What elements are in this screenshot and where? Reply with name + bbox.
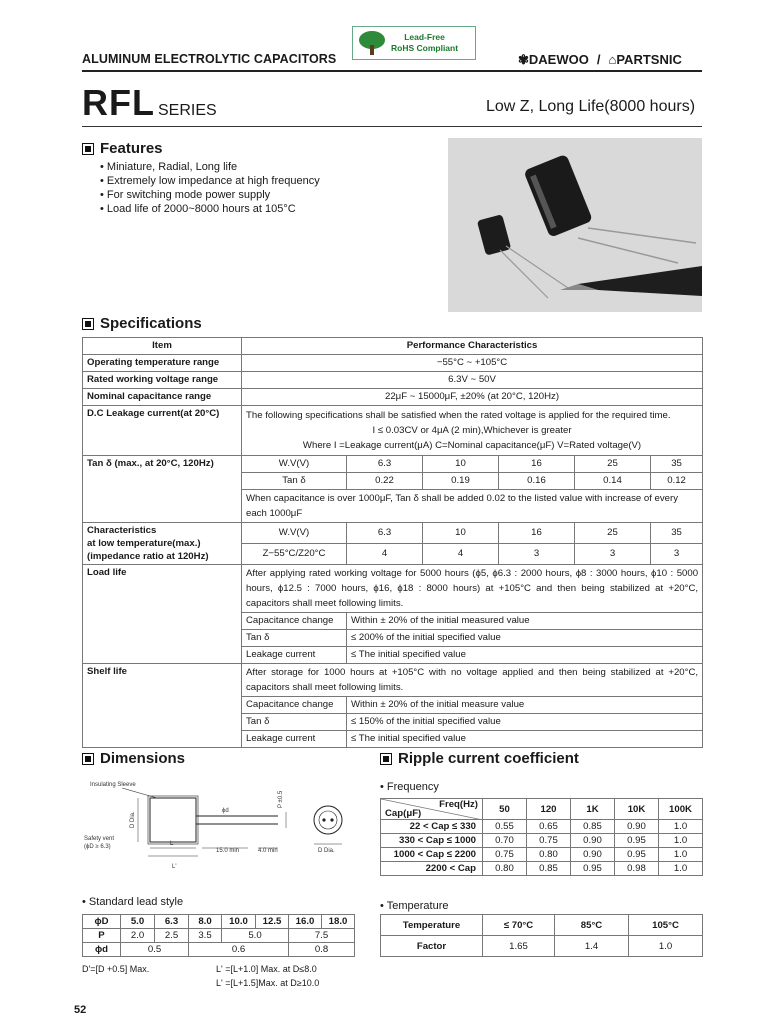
cell: 8.0 [189,915,222,929]
feature-item: • For switching mode power supply [100,188,320,202]
table-row [381,862,703,876]
cell: 0.95 [571,862,615,876]
cell: W.V(V) [242,456,347,473]
note-d-prime: D'=[D +0.5] Max. [82,964,150,974]
table-row [83,406,703,456]
cell: 0.90 [615,820,659,834]
label-d-dia-end: D Dia. [318,848,335,854]
rohs-line1: Lead-Free [404,32,445,42]
table-row [83,338,703,355]
brand-daewoo: DAEWOO [528,52,589,67]
cell: 5.0 [222,929,289,943]
row-label: Load life [83,565,242,664]
cell: 0.65 [527,820,571,834]
cell: 0.80 [483,862,527,876]
cell: ϕD [83,915,121,929]
tree-icon [357,29,387,57]
cell: 2.0 [121,929,155,943]
table-row [83,490,703,523]
cell: 0.14 [575,473,651,490]
series-tagline: Low Z, Long Life(8000 hours) [486,98,696,115]
table-row [381,799,703,820]
cell: Capacitance change [242,697,347,714]
cell: 6.3 [347,523,423,544]
cell: 0.98 [615,862,659,876]
cell: 1.0 [659,834,703,848]
cell: 0.80 [527,848,571,862]
page-number: 52 [74,1004,87,1016]
cell: 1.65 [483,936,555,957]
table-row [381,848,703,862]
cell: Tan δ [242,630,347,647]
cell: Within ± 20% of the initial measured value [347,613,703,630]
row-value: 6.3V ~ 50V [242,372,703,389]
header-item: Item [83,338,242,355]
label-d-dia: D Dia. [130,811,136,828]
row-value: −55°C ~ +105°C [242,355,703,372]
cell: 1.4 [555,936,629,957]
cell: Tan δ [242,714,347,731]
cap-header-label: Cap(μF) [385,808,422,819]
cell [83,490,242,523]
row-value: After applying rated working voltage for 5000 hours (ϕ5, ϕ6.3 : 2000 hours, ϕ8 : 3000 hours, ϕ10 : 5000 hours, ϕ12.5 : 7000 hours, ϕ16, ϕ18 : 8000 hours) at +105°C and then being stabilized at +20°C, capacitors shall meet following limits. [242,565,703,613]
cell: 2.5 [155,929,189,943]
label-4min: 4.0 min [258,848,278,854]
row-value: When capacitance is over 1000μF, Tan δ shall be added 0.02 to the listed value with increase of every each 1000μF [242,490,703,523]
series-rule [82,126,702,127]
cell: Temperature [381,915,483,936]
cell: 330 < Cap ≤ 1000 [381,834,483,848]
cell: 120 [527,799,571,820]
dimension-drawing [82,772,378,878]
table-row [83,473,703,490]
row-label: Operating temperature range [83,355,242,372]
cell: 85°C [555,915,629,936]
cell: 1.0 [629,936,703,957]
cell: Leakage current [242,731,347,748]
cell: 50 [483,799,527,820]
header-rule [82,70,702,72]
cell: 3.5 [189,929,222,943]
cell: 25 [575,523,651,544]
cell: 3 [499,544,575,565]
freq-header-label: Freq(Hz) [439,799,478,810]
cell: 4 [347,544,423,565]
table-row [83,943,355,957]
cell: 3 [575,544,651,565]
cell: 3 [651,544,703,565]
cell: 0.22 [347,473,423,490]
cell: 12.5 [256,915,289,929]
cell: 0.70 [483,834,527,848]
note-l-prime-large: L' =[L+1.5]Max. at D≥10.0 [216,978,320,988]
brand-logos [518,52,682,68]
cell: 1.0 [659,862,703,876]
cell: ≤ 70°C [483,915,555,936]
cell: 16.0 [289,915,322,929]
table-row [381,820,703,834]
cell: 0.90 [571,834,615,848]
cell: 16 [499,523,575,544]
cell: 6.3 [347,456,423,473]
label-L: L [170,841,174,847]
cell: P [83,929,121,943]
cell: 0.16 [499,473,575,490]
table-row [83,355,703,372]
cell: 0.85 [527,862,571,876]
label-L-prime: L' [172,864,177,870]
table-row [83,929,355,943]
cell: 1.0 [659,820,703,834]
cell: 6.3 [155,915,189,929]
cell: Z−55°C/Z20°C [242,544,347,565]
temperature-title: • Temperature [380,900,449,912]
series-word: SERIES [157,102,217,119]
cell: 7.5 [289,929,355,943]
rohs-line2: RoHS Compliant [391,43,459,53]
cell: 18.0 [322,915,355,929]
series-code: RFL [82,82,155,123]
row-label: Shelf life [83,664,242,748]
feature-item: • Load life of 2000~8000 hours at 105°C [100,202,320,216]
series-title [82,82,217,124]
features-heading: Features [82,140,163,157]
cell: 5.0 [121,915,155,929]
specifications-table [82,337,703,748]
partsnic-logo-icon: ⌂ [608,52,617,67]
label-lead-dia: ϕd [222,808,229,814]
cell: 10.0 [222,915,256,929]
lead-style-title: • Standard lead style [82,896,184,908]
cell: 16 [499,456,575,473]
cell: Capacitance change [242,613,347,630]
feature-item: • Miniature, Radial, Long life [100,160,320,174]
rohs-badge [352,26,476,60]
table-row [381,915,703,936]
feature-item: • Extremely low impedance at high frequency [100,174,320,188]
frequency-table [380,798,703,876]
cell: 0.55 [483,820,527,834]
cell: ≤ 200% of the initial specified value [347,630,703,647]
header-diagonal [381,799,483,820]
table-row [83,456,703,473]
brand-partsnic: PARTSNIC [616,52,682,67]
label-safety-vent: Safety vent [84,836,115,842]
row-value: The following specifications shall be satisfied when the rated voltage is applied for the required time. I ≤ 0.03CV or 4μA (2 min),Whichever is greater Where I =Leakage current(μA) C=Nominal capacitance(μF) V=Rated voltage(V) [242,406,703,456]
cell: W.V(V) [242,523,347,544]
cell: ≤ The initial specified value [347,731,703,748]
row-value: After storage for 1000 hours at +105°C with no voltage applied and then being stabilized at +20°C, capacitors shall meet following limits. [242,664,703,697]
cell: 1000 < Cap ≤ 2200 [381,848,483,862]
table-row [83,523,703,544]
label-15min: 15.0 min [216,848,240,854]
cell: 0.19 [423,473,499,490]
section-box-icon [82,143,94,155]
table-row [381,834,703,848]
row-label: Rated working voltage range [83,372,242,389]
table-row [83,372,703,389]
cell: 25 [575,456,651,473]
label-safety-vent-cond: (ϕD ≥ 6.3) [84,844,111,850]
cell: 0.75 [483,848,527,862]
cell: 2200 < Cap [381,862,483,876]
cell: 10 [423,523,499,544]
row-label: Nominal capacitance range [83,389,242,406]
table-row [83,664,703,697]
section-box-icon [82,753,94,765]
cell: 100K [659,799,703,820]
section-box-icon [82,318,94,330]
temperature-table [380,914,703,957]
cell: 0.85 [571,820,615,834]
cell: 0.12 [651,473,703,490]
table-row [83,389,703,406]
features-list [100,160,320,216]
label-insulating-sleeve: Insulating Sleeve [90,782,136,788]
note-l-prime-small: L' =[L+1.0] Max. at D≤8.0 [216,964,317,974]
row-label: Characteristics at low temperature(max.) (impedance ratio at 120Hz) [83,523,242,565]
cell: 0.95 [615,834,659,848]
cell: Leakage current [242,647,347,664]
cell: ≤ The initial specified value [347,647,703,664]
label-pitch: P ±0.5 [278,790,284,808]
cell: 0.90 [571,848,615,862]
cell: 10K [615,799,659,820]
cell: 1.0 [659,848,703,862]
dimensions-heading: Dimensions [82,750,185,767]
cell: Tan δ [242,473,347,490]
cell: 0.6 [189,943,289,957]
ripple-heading: Ripple current coefficient [380,750,579,767]
cell: 4 [423,544,499,565]
cell: 0.95 [615,848,659,862]
cell: 35 [651,523,703,544]
table-row [83,915,355,929]
frequency-title: • Frequency [380,781,439,793]
cell [83,473,242,490]
cell: 0.5 [121,943,189,957]
cell: 22 < Cap ≤ 330 [381,820,483,834]
cell: 1K [571,799,615,820]
cell: 0.75 [527,834,571,848]
row-label: Tan δ (max., at 20°C, 120Hz) [83,456,242,473]
table-row [381,936,703,957]
daewoo-logo-icon: ✾ [518,52,529,67]
cell: 105°C [629,915,703,936]
table-row [83,565,703,613]
category-title: ALUMINUM ELECTROLYTIC CAPACITORS [82,52,337,66]
section-box-icon [380,753,392,765]
row-label: D.C Leakage current(at 20°C) [83,406,242,456]
cell: Factor [381,936,483,957]
cell: 35 [651,456,703,473]
specifications-heading: Specifications [82,315,202,332]
lead-style-table [82,914,355,957]
cell: ϕd [83,943,121,957]
product-photo [448,138,702,312]
brand-separator: / [596,52,601,67]
cell: ≤ 150% of the initial specified value [347,714,703,731]
row-value: 22μF ~ 15000μF, ±20% (at 20°C, 120Hz) [242,389,703,406]
cell: Within ± 20% of the initial measure value [347,697,703,714]
cell: 0.8 [289,943,355,957]
header-performance: Performance Characteristics [242,338,703,355]
cell: 10 [423,456,499,473]
